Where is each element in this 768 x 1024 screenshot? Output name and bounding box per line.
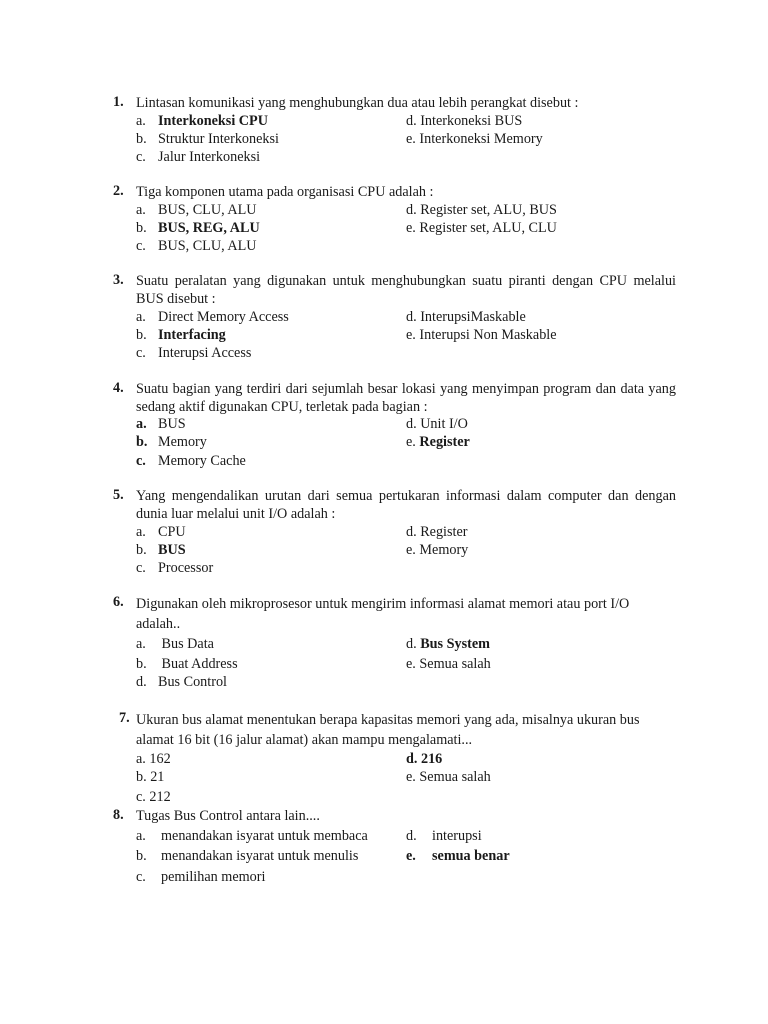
option-b: b. BUS, REG, ALU bbox=[136, 220, 260, 236]
option-e: e. Register bbox=[406, 434, 470, 450]
option-a: a. CPU bbox=[136, 524, 186, 540]
question-number: 8. bbox=[113, 807, 124, 823]
option-e: e. semua benar bbox=[406, 848, 510, 864]
option-a: a. Bus Data bbox=[136, 636, 214, 652]
option-a: a. 162 bbox=[136, 751, 171, 767]
option-c: c. BUS, CLU, ALU bbox=[136, 238, 257, 254]
option-c: c. Processor bbox=[136, 560, 214, 576]
option-d: d. 216 bbox=[406, 751, 443, 767]
option-d: d. Unit I/O bbox=[406, 416, 468, 432]
option-d: d. Bus System bbox=[406, 636, 490, 652]
option-d: d. Interkoneksi BUS bbox=[406, 113, 523, 129]
option-c: c. Interupsi Access bbox=[136, 345, 252, 361]
option-e: e. Semua salah bbox=[406, 656, 491, 672]
option-d: d. Register set, ALU, BUS bbox=[406, 202, 557, 218]
option-d: d. interupsi bbox=[406, 828, 482, 844]
option-b: b. Interfacing bbox=[136, 327, 226, 343]
option-d-bus-control: d. Bus Control bbox=[136, 674, 227, 690]
question-text: Ukuran bus alamat menentukan berapa kapasitas memori yang ada, misalnya ukuran bus alamat 16 bit (16 jalur alamat) akan mampu mengalamati... bbox=[136, 712, 640, 748]
option-d: d. Register bbox=[406, 524, 468, 540]
option-a: a. BUS bbox=[136, 416, 186, 432]
option-d: d. InterupsiMaskable bbox=[406, 309, 526, 325]
question-number: 3. bbox=[113, 272, 124, 288]
option-b: b. menandakan isyarat untuk menulis bbox=[136, 848, 359, 864]
option-e: e. Interupsi Non Maskable bbox=[406, 327, 557, 343]
question-text: Tiga komponen utama pada organisasi CPU adalah : bbox=[136, 184, 434, 200]
question-text: Suatu peralatan yang digunakan untuk menghubungkan suatu piranti dengan CPU melalui BUS disebut : bbox=[136, 273, 676, 307]
option-a: a. Interkoneksi CPU bbox=[136, 113, 268, 129]
question-number: 2. bbox=[113, 183, 124, 199]
question-text: Yang mengendalikan urutan dari semua pertukaran informasi dalam computer dan dengan dunia luar melalui unit I/O adalah : bbox=[136, 488, 676, 522]
question-number: 1. bbox=[113, 94, 124, 110]
option-e: e. Semua salah bbox=[406, 769, 491, 785]
option-b: b. Memory bbox=[136, 434, 207, 450]
option-a: a. menandakan isyarat untuk membaca bbox=[136, 828, 368, 844]
option-e: e. Memory bbox=[406, 542, 469, 558]
option-b: b. BUS bbox=[136, 542, 186, 558]
question-number: 5. bbox=[113, 487, 124, 503]
question-text: Suatu bagian yang terdiri dari sejumlah besar lokasi yang menyimpan program dan data yang sedang aktif digunakan CPU, terletak pada bagian : bbox=[136, 381, 676, 415]
option-c: c. Jalur Interkoneksi bbox=[136, 149, 261, 165]
option-e: e. Interkoneksi Memory bbox=[406, 131, 543, 147]
question-number: 4. bbox=[113, 380, 124, 396]
question-text: Tugas Bus Control antara lain.... bbox=[136, 808, 320, 824]
option-b: b. 21 bbox=[136, 769, 165, 785]
option-e: e. Register set, ALU, CLU bbox=[406, 220, 557, 236]
option-c: c. pemilihan memori bbox=[136, 869, 266, 885]
question-number: 7. bbox=[119, 710, 130, 726]
option-c: c. 212 bbox=[136, 789, 171, 805]
option-a: a. Direct Memory Access bbox=[136, 309, 289, 325]
option-b: b. Buat Address bbox=[136, 656, 238, 672]
option-c: c. Memory Cache bbox=[136, 453, 246, 469]
question-text: Digunakan oleh mikroprosesor untuk mengirim informasi alamat memori atau port I/O adalah.. bbox=[136, 596, 630, 632]
question-text: Lintasan komunikasi yang menghubungkan dua atau lebih perangkat disebut : bbox=[136, 95, 579, 111]
question-number: 6. bbox=[113, 594, 124, 610]
option-b: b. Struktur Interkoneksi bbox=[136, 131, 279, 147]
option-a: a. BUS, CLU, ALU bbox=[136, 202, 257, 218]
